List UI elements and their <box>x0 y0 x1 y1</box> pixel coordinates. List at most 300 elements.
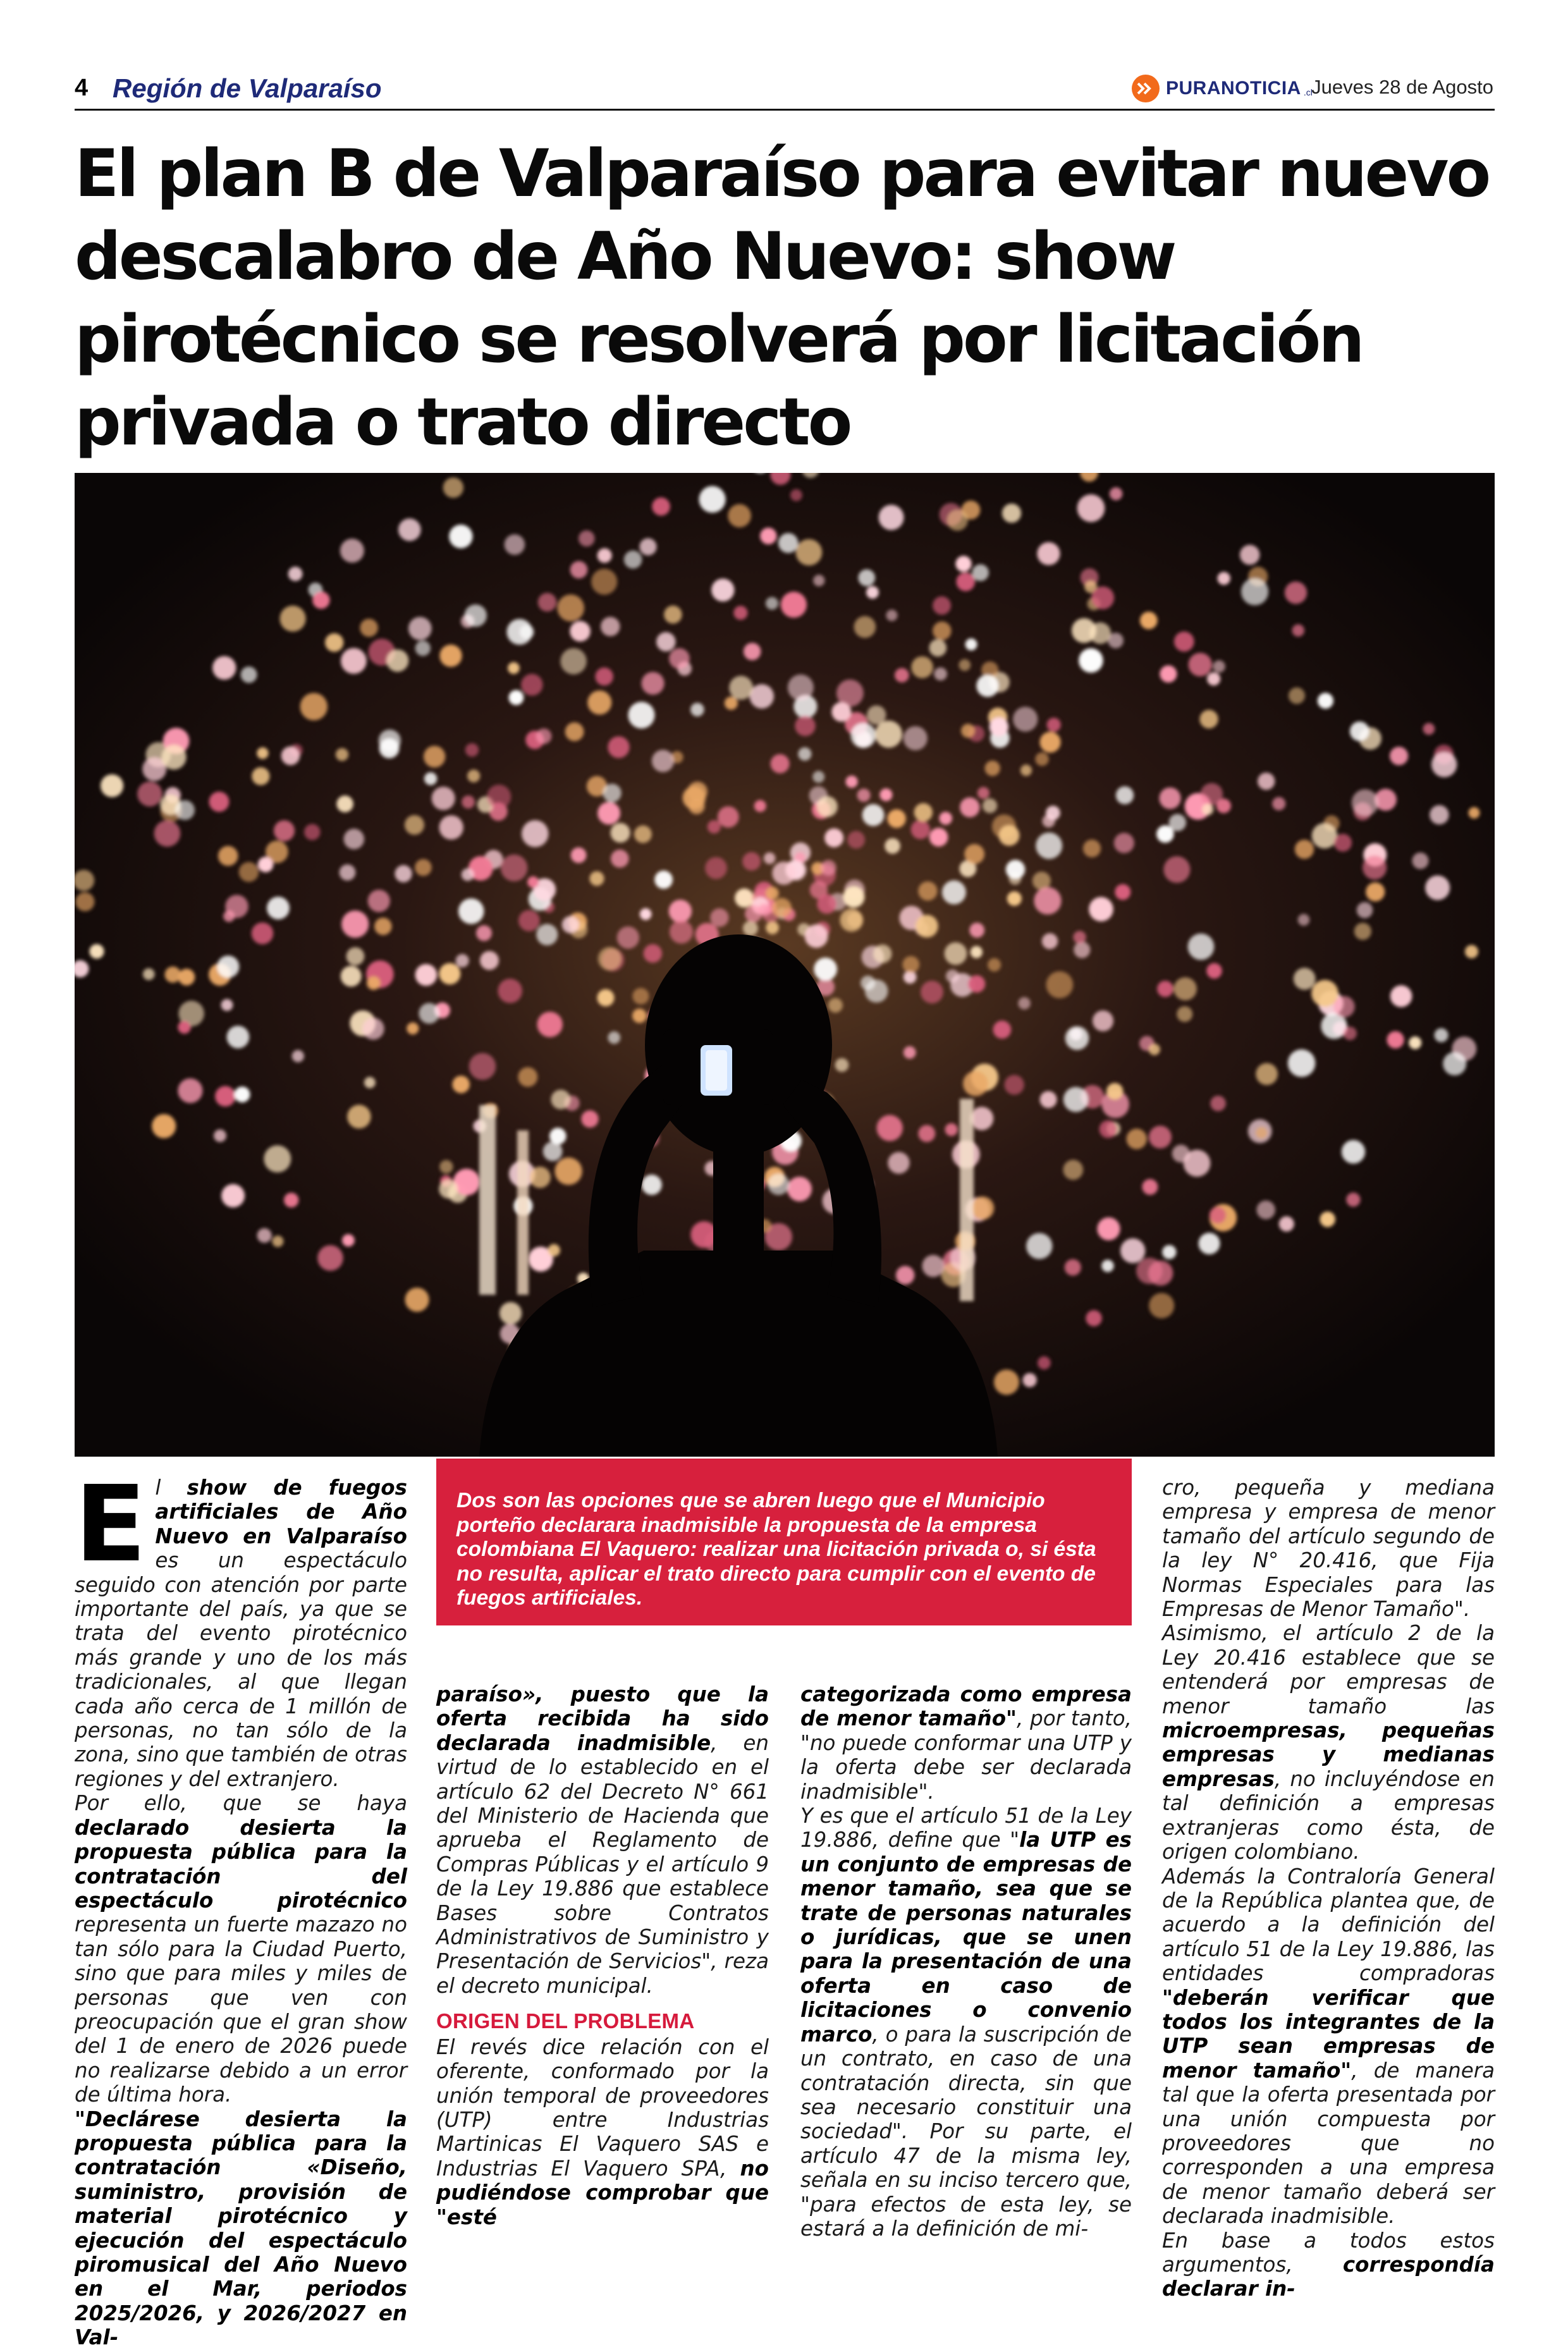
bokeh-light <box>772 862 795 885</box>
bokeh-light <box>1086 1310 1102 1326</box>
bokeh-light <box>729 676 753 700</box>
bokeh-light <box>1256 1063 1278 1085</box>
bokeh-light <box>508 662 520 674</box>
bokeh-light <box>368 890 390 912</box>
bokeh-light <box>835 1058 849 1072</box>
bokeh-light <box>1435 1028 1449 1042</box>
bokeh-light <box>971 1197 995 1220</box>
bokeh-light <box>959 659 971 671</box>
bokeh-light <box>652 750 674 772</box>
bokeh-light <box>669 900 692 922</box>
bokeh-light <box>439 816 463 840</box>
bokeh-light <box>214 1129 226 1142</box>
bokeh-light <box>977 787 989 799</box>
bokeh-light <box>346 947 365 965</box>
bokeh-light <box>1390 985 1412 1007</box>
bokeh-light <box>1106 1083 1124 1100</box>
bokeh-light <box>476 925 492 941</box>
bokeh-light <box>1217 572 1230 585</box>
bokeh-light <box>405 815 424 835</box>
bokeh-light <box>218 846 238 866</box>
bokeh-light <box>518 910 540 931</box>
bokeh-light <box>239 862 259 882</box>
section-subhead: ORIGEN DEL PROBLEMA <box>436 2009 695 2033</box>
bokeh-light <box>983 799 997 813</box>
bokeh-light <box>452 1076 470 1094</box>
bokeh-light <box>888 1152 910 1174</box>
bokeh-light <box>341 966 362 987</box>
bokeh-light <box>178 1079 202 1103</box>
bokeh-light <box>529 1166 551 1188</box>
bokeh-light <box>918 881 937 900</box>
bokeh-light <box>300 693 328 720</box>
bokeh-light <box>817 796 838 817</box>
paragraph: paraíso», puesto que la oferta recibida ha sido declarada inadmisible, en virtud de lo establecido en el artículo 62 del Decreto N° 661 del Ministerio de Hacienda que aprueba el Reglamento de Compras Públicas y el artículo 9 de la Ley 19.886 que establece Bases sobre Contratos Administrativos de Suministro y Presentación de Servicios", reza el decreto municipal. <box>436 1682 769 1998</box>
bokeh-light <box>652 498 670 516</box>
bokeh-light <box>968 976 986 993</box>
bokeh-light <box>1163 856 1190 883</box>
bokeh-light <box>1099 1120 1117 1138</box>
bokeh-light <box>1120 1239 1145 1263</box>
bokeh-light <box>942 880 966 904</box>
bokeh-light <box>1149 1293 1174 1318</box>
bokeh-light <box>634 826 652 843</box>
bokeh-light <box>664 606 682 624</box>
bokeh-light <box>735 888 754 907</box>
bokeh-light <box>817 894 836 914</box>
bokeh-light <box>611 850 629 868</box>
paragraph: Asimismo, el artículo 2 de la Ley 20.416 establece que se entenderá por empresas de menor tamaño las microempresas, pequeñas empresas y medianas empresas, no incluyéndose en tal definición a empresas extranjeras como ésta, de origen colombiano. <box>1162 1621 1495 1864</box>
bokeh-light <box>264 1146 291 1173</box>
bokeh-light <box>1295 840 1314 859</box>
bokeh-light <box>1140 612 1158 630</box>
bokeh-light <box>415 859 432 876</box>
bokeh-light <box>1036 833 1062 859</box>
bokeh-light <box>814 958 837 981</box>
bokeh-light <box>903 726 928 750</box>
bokeh-light <box>1156 825 1174 843</box>
bokeh-light <box>875 721 902 748</box>
bokeh-light <box>1089 897 1113 922</box>
bokeh-light <box>1110 487 1123 501</box>
article-column-1 <box>75 1464 407 2350</box>
bokeh-light <box>603 784 621 802</box>
bokeh-light <box>281 747 300 766</box>
fireworks-photo-illustration <box>75 473 1495 1457</box>
bokeh-light <box>1127 1129 1147 1149</box>
bokeh-light <box>1387 1031 1404 1048</box>
bokeh-light <box>828 998 843 1013</box>
bokeh-light <box>1285 582 1307 604</box>
bokeh-light <box>462 868 474 881</box>
bokeh-light <box>939 812 952 825</box>
bokeh-light <box>1350 721 1369 741</box>
bokeh-light <box>895 668 909 683</box>
bokeh-light <box>292 1050 304 1062</box>
bokeh-light <box>562 916 579 933</box>
page-number: 4 <box>75 75 89 101</box>
bokeh-light <box>766 886 779 900</box>
bokeh-light <box>1189 653 1212 676</box>
bokeh-light <box>728 504 751 527</box>
bokeh-light <box>847 831 865 848</box>
bokeh-light <box>999 825 1020 846</box>
bokeh-light <box>1065 1026 1089 1050</box>
bokeh-light <box>1018 997 1031 1010</box>
bokeh-light <box>598 947 622 970</box>
bokeh-light <box>241 666 257 683</box>
bokeh-light <box>1409 1036 1421 1049</box>
bokeh-light <box>1007 891 1022 906</box>
bokeh-light <box>1006 860 1026 879</box>
bokeh-light <box>467 769 480 782</box>
bokeh-light <box>1258 773 1275 790</box>
bokeh-light <box>845 776 857 788</box>
bokeh-light <box>669 648 690 669</box>
bokeh-light <box>465 744 479 757</box>
bokeh-light <box>252 768 269 785</box>
bokeh-light <box>699 486 726 513</box>
bokeh-light <box>764 852 776 864</box>
bokeh-light <box>89 944 104 958</box>
bokeh-light <box>922 1255 944 1277</box>
bokeh-light <box>360 619 378 637</box>
bokeh-light <box>505 534 525 555</box>
bokeh-light <box>824 828 843 847</box>
bokeh-light <box>536 924 558 945</box>
bokeh-light <box>642 1175 662 1195</box>
bokeh-light <box>1157 981 1173 997</box>
paragraph: Y es que el artículo 51 de la Ley 19.886, define que "la UTP es un conjunto de empresas de menor tamaño, sea que se trate de personas naturales o jurídicas, que se unen para la presentación de una oferta en caso de licitaciones o convenio marco, o para la suscripción de un contrato, en caso de una contratación directa, sin que sea necesario constituir una sociedad". Por su parte, el artículo 47 de la misma ley, señala en su inciso tercero que, "para efectos de esta ley, se estará a la definición de mi- <box>800 1804 1132 2241</box>
bokeh-light <box>304 824 321 840</box>
bokeh-light <box>257 1228 272 1243</box>
header-divider <box>75 109 1495 111</box>
bokeh-light <box>896 1266 915 1285</box>
bokeh-light <box>670 920 693 943</box>
bokeh-light <box>788 675 814 701</box>
bokeh-light <box>843 886 864 907</box>
highlight-box <box>436 1459 1132 1625</box>
bokeh-light <box>960 797 979 817</box>
bokeh-light <box>639 538 656 555</box>
bokeh-light <box>632 988 649 1005</box>
bokeh-light <box>456 954 469 967</box>
bokeh-light <box>1213 660 1225 673</box>
bokeh-light <box>595 668 613 686</box>
bokeh-light <box>1142 1179 1158 1195</box>
drop-cap: E <box>75 1464 147 1586</box>
bokeh-light <box>178 969 195 985</box>
bokeh-light <box>1173 977 1197 1001</box>
paragraph: categorizada como empresa de menor tamaño", por tanto, "no puede conformar una UTP y la oferta debe ser declarada inadmisible". <box>800 1682 1132 1804</box>
bokeh-light <box>487 785 511 809</box>
bokeh-light <box>443 477 463 498</box>
bokeh-light <box>591 569 617 595</box>
bokeh-light <box>766 597 778 609</box>
issue-date: Jueves 28 de Agosto <box>1311 76 1493 98</box>
bokeh-light <box>1047 718 1061 731</box>
bokeh-light <box>972 565 989 582</box>
bokeh-light <box>1390 747 1408 765</box>
bokeh-light <box>1199 710 1218 728</box>
bokeh-light <box>873 945 892 964</box>
bokeh-light <box>654 871 673 889</box>
bokeh-light <box>336 795 353 812</box>
bokeh-light <box>778 533 799 553</box>
bokeh-light <box>813 575 824 586</box>
bokeh-light <box>1425 876 1450 900</box>
paragraph: l show de fuegos artificiales de Año Nuevo en Valparaíso es un espectáculo seguido con atención por parte importante del país, ya que se trata del evento pirotécnico más grande y uno de los más tradicionales, al que llegan cada año cerca de 1 millón de personas, no tan sólo de la zona, sino que también de otras regiones y del extranjero. <box>75 1476 407 1791</box>
bokeh-light <box>340 539 364 563</box>
bokeh-light <box>395 865 412 882</box>
bokeh-light <box>976 675 998 697</box>
bokeh-light <box>143 969 155 981</box>
bokeh-light <box>993 1020 1012 1039</box>
bokeh-light <box>1240 545 1260 565</box>
bokeh-light <box>439 963 460 984</box>
bokeh-light <box>798 747 811 761</box>
bokeh-light <box>718 806 739 828</box>
bokeh-light <box>1177 1007 1192 1022</box>
bokeh-light <box>854 616 876 638</box>
bokeh-light <box>379 738 400 759</box>
bokeh-light <box>501 855 528 882</box>
bokeh-light <box>1174 632 1194 652</box>
bokeh-light <box>1083 840 1101 857</box>
bokeh-light <box>432 786 455 810</box>
bokeh-light <box>407 1022 419 1034</box>
brand-chevrons-icon <box>1132 75 1160 102</box>
bokeh-light <box>1160 788 1181 809</box>
bokeh-light <box>509 690 524 706</box>
bokeh-light <box>887 809 905 828</box>
bokeh-light <box>165 967 181 983</box>
bokeh-light <box>1046 971 1074 998</box>
bokeh-light <box>424 746 445 768</box>
bokeh-light <box>1363 855 1387 879</box>
bokeh-light <box>344 829 365 850</box>
bokeh-light <box>415 964 438 986</box>
bokeh-light <box>933 596 951 615</box>
article-column-2 <box>436 1682 769 2229</box>
bokeh-light <box>1298 914 1310 926</box>
bokeh-light <box>137 781 162 807</box>
bokeh-light <box>642 672 665 695</box>
bokeh-light <box>538 593 557 612</box>
bokeh-light <box>1289 687 1305 704</box>
bokeh-light <box>1202 804 1213 815</box>
bokeh-light <box>1160 665 1177 682</box>
bokeh-light <box>424 773 437 785</box>
bokeh-light <box>1073 931 1086 943</box>
bokeh-light <box>465 604 487 627</box>
bokeh-light <box>554 1158 582 1185</box>
bokeh-light <box>1116 786 1134 804</box>
bokeh-light <box>364 1077 376 1088</box>
bokeh-light <box>955 556 971 572</box>
bokeh-light <box>589 871 604 886</box>
bokeh-light <box>557 594 584 621</box>
bokeh-light <box>1040 731 1061 752</box>
bokeh-light <box>227 1025 250 1048</box>
bokeh-light <box>1256 1127 1268 1139</box>
bokeh-light <box>419 1003 439 1024</box>
bokeh-light <box>624 551 642 569</box>
article-column-4 <box>1162 1476 1495 2301</box>
article-column-3 <box>800 1682 1132 2241</box>
bokeh-light <box>796 539 823 566</box>
bokeh-light <box>1162 1245 1176 1259</box>
bokeh-light <box>656 632 676 652</box>
bokeh-light <box>252 922 274 945</box>
bokeh-light <box>1342 1140 1365 1163</box>
bokeh-light <box>918 1125 935 1142</box>
brand-logo[interactable] <box>1132 75 1313 102</box>
bokeh-light <box>506 619 532 645</box>
bokeh-light <box>288 566 303 581</box>
bokeh-light <box>988 958 1001 972</box>
bokeh-light <box>632 1008 647 1023</box>
bokeh-light <box>1352 789 1379 816</box>
section-title: Región de Valparaíso <box>113 73 382 103</box>
bokeh-light <box>175 800 195 820</box>
bokeh-light <box>405 1288 429 1312</box>
bokeh-light <box>851 723 876 748</box>
bokeh-light <box>742 852 761 871</box>
bokeh-light <box>946 969 959 982</box>
bokeh-light <box>945 942 967 965</box>
bokeh-light <box>750 684 775 709</box>
bokeh-light <box>690 703 704 717</box>
bokeh-light <box>1312 823 1337 848</box>
bokeh-light <box>439 1160 453 1173</box>
bokeh-light <box>1423 723 1435 735</box>
brand-name: PURANOTICIA <box>1166 78 1301 99</box>
bokeh-light <box>921 981 943 1003</box>
bokeh-light <box>284 1193 298 1208</box>
bokeh-light <box>1065 1259 1081 1276</box>
bokeh-light <box>847 912 863 927</box>
bokeh-light <box>946 510 968 531</box>
bokeh-light <box>985 761 1000 776</box>
bokeh-light <box>705 857 727 879</box>
article-photo[interactable] <box>75 473 1495 1457</box>
bokeh-light <box>439 645 462 667</box>
bokeh-light <box>408 617 432 640</box>
bokeh-light <box>601 617 620 637</box>
bokeh-light <box>1294 968 1316 990</box>
bokeh-light <box>570 561 588 578</box>
bokeh-light <box>1020 764 1032 776</box>
bokeh-light <box>969 922 984 938</box>
bokeh-light <box>766 921 779 934</box>
bokeh-light <box>754 800 766 812</box>
bokeh-light <box>916 915 938 938</box>
bokeh-light <box>886 609 897 621</box>
bokeh-light <box>644 944 662 962</box>
bokeh-light <box>458 898 484 924</box>
bokeh-light <box>342 1234 355 1247</box>
bokeh-light <box>687 781 707 802</box>
bokeh-light <box>707 820 721 833</box>
bokeh-light <box>956 572 975 591</box>
bokeh-light <box>743 921 758 936</box>
bokeh-light <box>1002 504 1021 523</box>
bokeh-light <box>518 1067 537 1087</box>
bokeh-light <box>1035 752 1049 766</box>
bokeh-light <box>1093 1010 1113 1031</box>
bokeh-light <box>178 1020 191 1034</box>
bokeh-light <box>1072 618 1096 643</box>
bokeh-light <box>1431 752 1457 777</box>
bokeh-light <box>272 1235 283 1247</box>
bokeh-light <box>215 1086 236 1107</box>
bokeh-light <box>640 909 652 921</box>
bokeh-light <box>772 898 792 917</box>
bokeh-light <box>1063 1087 1089 1112</box>
bokeh-light <box>1412 852 1428 869</box>
bokeh-light <box>608 1031 620 1044</box>
paragraph: Además la Contraloría General de la República plantea que, de acuerdo a la definición del artículo 51 de la Ley 19.886, las entidades compradoras "deberán verificar que todos los integrantes de la UTP sean empresas de menor tamaño", de manera tal que la oferta presentada por una unión compuesta por proveedores que no corresponden a una empresa de menor tamaño deberá ser declarada inadmisible. <box>1162 1864 1495 2229</box>
bokeh-light <box>579 530 595 547</box>
bokeh-light <box>858 570 875 587</box>
bokeh-light <box>1241 578 1268 605</box>
bokeh-light <box>1430 805 1449 825</box>
bokeh-light <box>1333 996 1355 1017</box>
bokeh-light <box>1101 1260 1114 1273</box>
bokeh-light <box>1346 1192 1360 1206</box>
bokeh-light <box>877 1115 903 1141</box>
bokeh-light <box>367 976 381 990</box>
bokeh-light <box>521 674 543 696</box>
bokeh-light <box>274 820 295 841</box>
bokeh-light <box>1149 1044 1160 1055</box>
bokeh-light <box>821 860 836 876</box>
bokeh-light <box>1091 587 1114 609</box>
highlight-text: Dos son las opciones que se abren luego que el Municipio porteño declarara inadmisible la propuesta de la empresa colombiana El Vaquero: realizar una licitación privada o, si ésta no resulta, aplicar el trato directo para cumplir con el evento de fuegos artificiales. <box>456 1489 1096 1610</box>
bokeh-light <box>223 910 235 922</box>
bokeh-light <box>1210 1096 1226 1111</box>
bokeh-light <box>549 1128 567 1145</box>
bokeh-light <box>597 548 612 563</box>
bokeh-light <box>1468 807 1479 819</box>
bokeh-light <box>1354 923 1371 940</box>
bokeh-light <box>994 1369 1019 1395</box>
bokeh-light <box>347 1105 371 1129</box>
bokeh-light <box>831 702 851 722</box>
bokeh-light <box>929 828 948 847</box>
bokeh-light <box>879 505 904 530</box>
bokeh-light <box>597 989 614 1007</box>
bokeh-light <box>449 525 472 548</box>
bokeh-light <box>152 1114 176 1138</box>
bokeh-light <box>812 771 824 783</box>
bokeh-light <box>933 621 952 640</box>
bokeh-light <box>1079 648 1103 673</box>
bokeh-light <box>1334 834 1352 852</box>
bokeh-light <box>362 1018 384 1040</box>
bokeh-light <box>1046 805 1060 820</box>
bokeh-light <box>221 1184 245 1208</box>
bokeh-light <box>608 737 629 758</box>
bokeh-light <box>1034 887 1061 914</box>
bokeh-light <box>336 748 348 761</box>
bokeh-light <box>795 716 816 737</box>
bokeh-light <box>1272 797 1285 811</box>
bokeh-light <box>1114 833 1134 853</box>
bokeh-light <box>537 1012 563 1037</box>
bokeh-light <box>101 774 123 797</box>
